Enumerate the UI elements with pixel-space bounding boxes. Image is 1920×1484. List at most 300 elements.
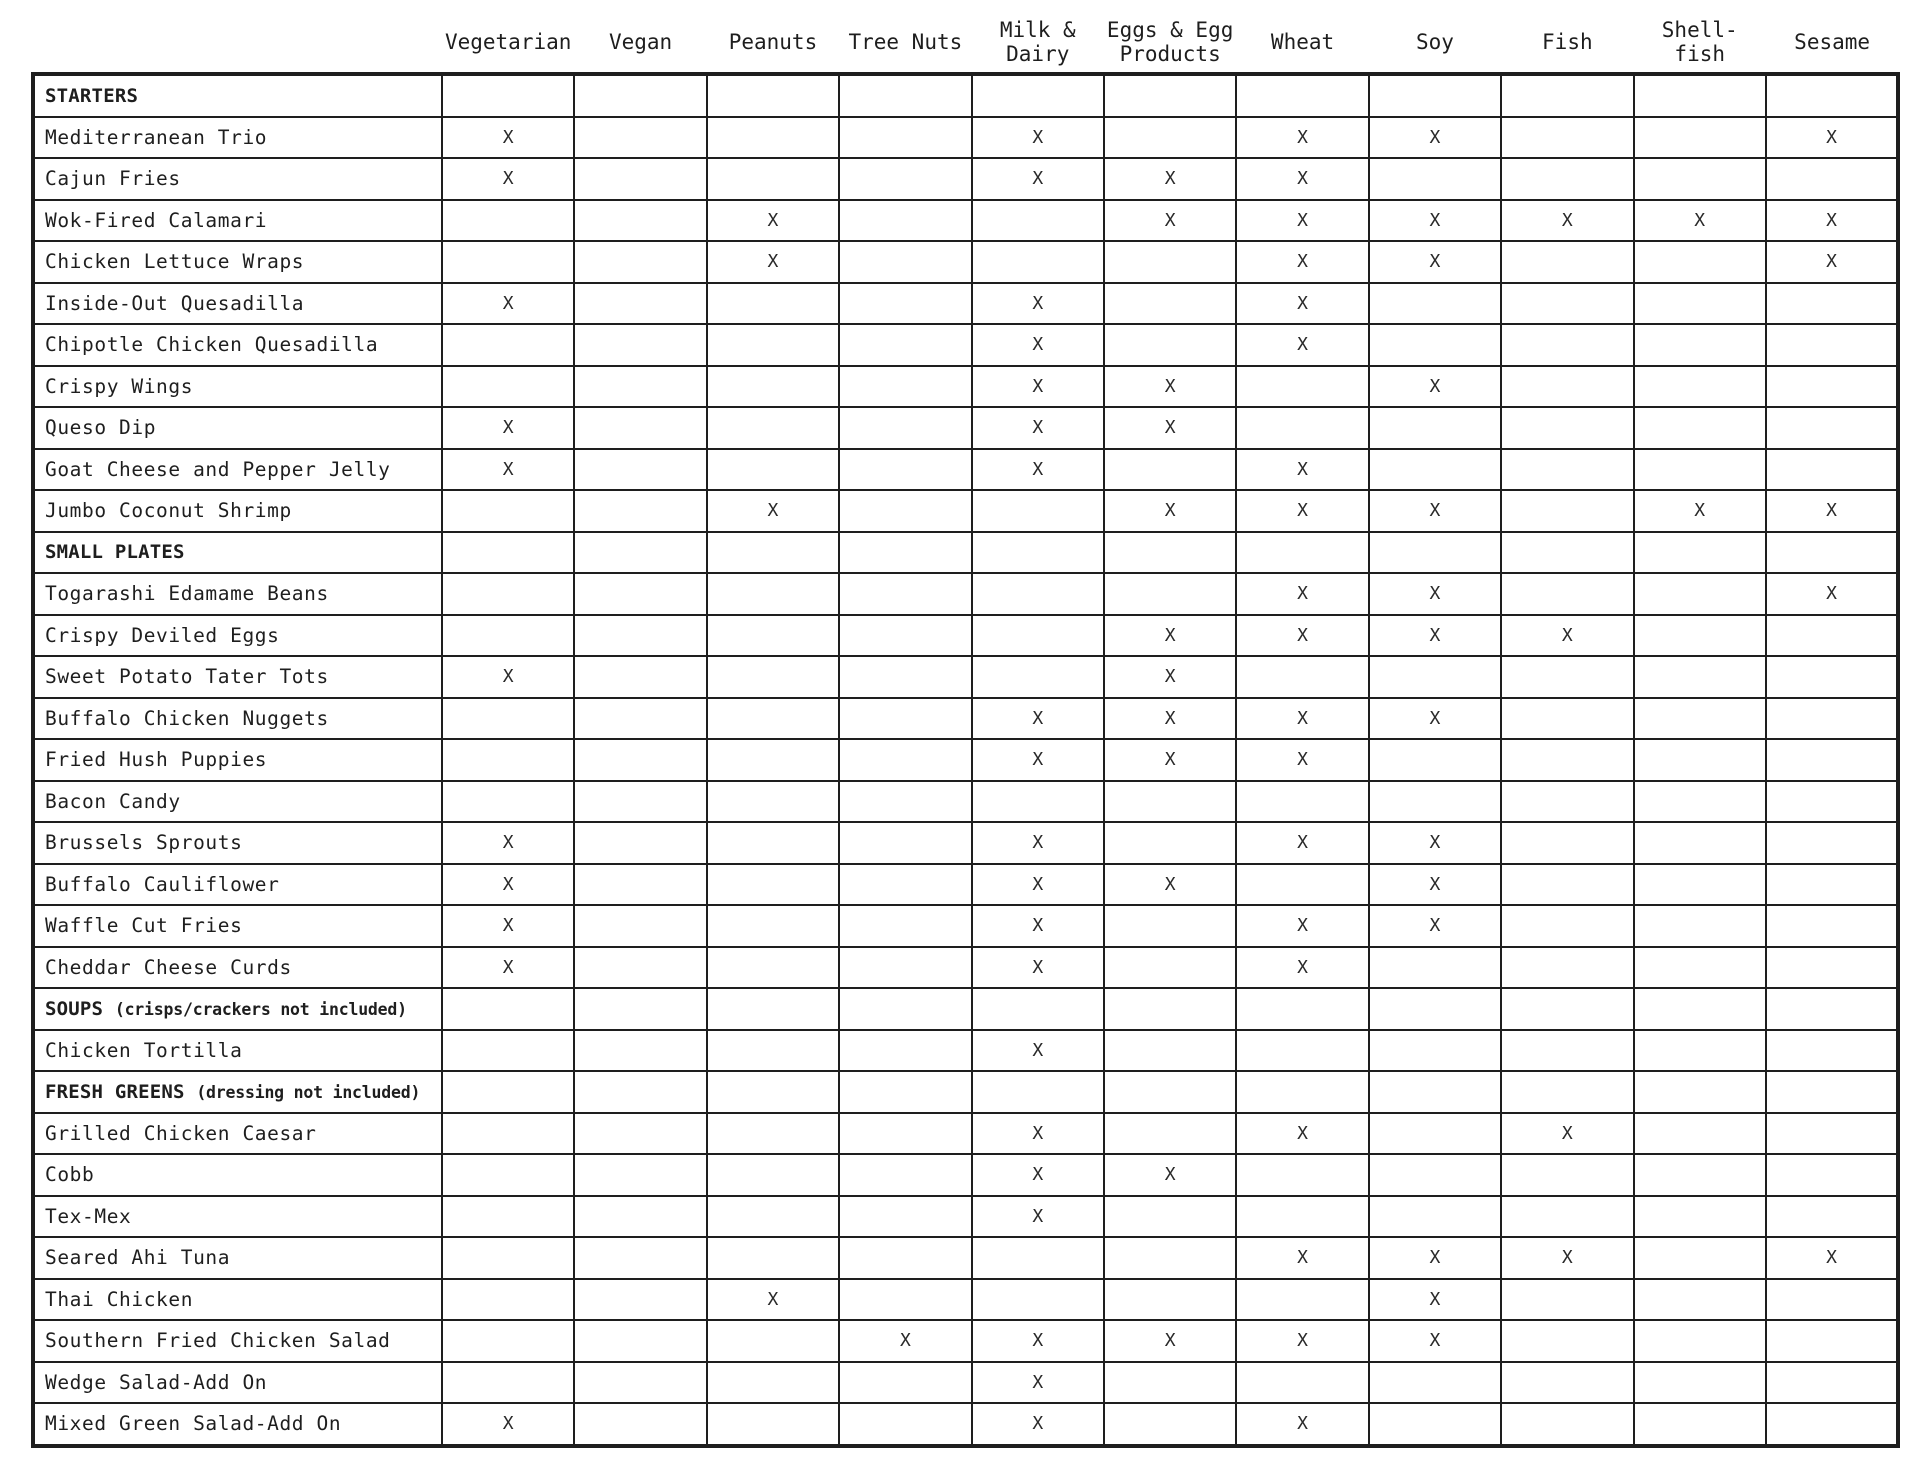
empty-cell [1634,1403,1766,1446]
allergen-mark-milk-and-dairy: X [972,366,1104,408]
empty-cell [972,241,1104,283]
table-row [33,241,1898,283]
empty-cell [574,1279,706,1321]
allergen-mark-milk-and-dairy: X [972,117,1104,159]
empty-cell [442,200,574,242]
empty-cell [839,1030,971,1072]
empty-cell [839,241,971,283]
table-row [33,366,1898,408]
empty-cell [707,366,839,408]
empty-cell [574,739,706,781]
empty-cell [1501,407,1633,449]
empty-cell [574,573,706,615]
section-empty-cell [707,74,839,117]
allergen-mark-fish: X [1501,615,1633,657]
empty-cell [707,158,839,200]
section-empty-cell [442,1071,574,1113]
section-heading [33,1071,442,1113]
empty-cell [1104,1362,1236,1404]
empty-cell [574,407,706,449]
empty-cell [1236,656,1368,698]
table-row [33,1279,1898,1321]
empty-cell [1236,864,1368,906]
menu-item-name: Togarashi Edamame Beans [33,573,442,615]
empty-cell [1501,324,1633,366]
section-title: FRESH GREENS [45,1080,185,1103]
empty-cell [1634,1030,1766,1072]
table-body [33,74,1898,1446]
allergen-mark-soy: X [1369,1320,1501,1362]
menu-item-name: Buffalo Cauliflower [33,864,442,906]
section-empty-cell [1766,532,1898,574]
empty-cell [972,1237,1104,1279]
allergen-mark-milk-and-dairy: X [972,1196,1104,1238]
allergen-mark-wheat: X [1236,822,1368,864]
section-empty-cell [1369,1071,1501,1113]
menu-item-name: Tex-Mex [33,1196,442,1238]
empty-cell [1634,822,1766,864]
empty-cell [1766,449,1898,491]
empty-cell [972,200,1104,242]
empty-cell [1104,573,1236,615]
section-empty-cell [1369,988,1501,1030]
menu-item-name: Waffle Cut Fries [33,905,442,947]
allergen-mark-vegetarian: X [442,864,574,906]
allergen-mark-wheat: X [1236,573,1368,615]
empty-cell [707,117,839,159]
empty-cell [1369,656,1501,698]
section-empty-cell [972,74,1104,117]
empty-cell [1766,324,1898,366]
menu-item-name: Brussels Sprouts [33,822,442,864]
empty-cell [1369,324,1501,366]
menu-item-name: Wok-Fired Calamari [33,200,442,242]
empty-cell [1501,1030,1633,1072]
section-empty-cell [1104,74,1236,117]
empty-cell [1104,947,1236,989]
empty-cell [1369,1030,1501,1072]
empty-cell [1501,864,1633,906]
empty-cell [574,283,706,325]
empty-cell [707,449,839,491]
allergen-mark-eggs-and-egg-products: X [1104,615,1236,657]
allergen-mark-wheat: X [1236,905,1368,947]
empty-cell [707,1154,839,1196]
empty-cell [1501,1196,1633,1238]
empty-cell [1369,1362,1501,1404]
section-empty-cell [839,1071,971,1113]
section-empty-cell [574,988,706,1030]
empty-cell [1501,1362,1633,1404]
empty-cell [972,615,1104,657]
empty-cell [707,1403,839,1446]
section-empty-cell [972,532,1104,574]
empty-cell [1634,573,1766,615]
empty-cell [442,1154,574,1196]
empty-cell [1369,407,1501,449]
empty-cell [442,1279,574,1321]
table-row [33,864,1898,906]
empty-cell [1501,158,1633,200]
empty-cell [1501,1320,1633,1362]
empty-cell [1104,1279,1236,1321]
empty-cell [707,1113,839,1155]
allergen-mark-soy: X [1369,117,1501,159]
empty-cell [707,1362,839,1404]
empty-cell [1104,905,1236,947]
empty-cell [707,615,839,657]
section-heading [33,988,442,1030]
empty-cell [442,1030,574,1072]
empty-cell [707,324,839,366]
empty-cell [574,1196,706,1238]
menu-item-name: Cajun Fries [33,158,442,200]
section-title: SOUPS [45,997,104,1020]
allergen-mark-wheat: X [1236,324,1368,366]
empty-cell [839,1279,971,1321]
allergen-mark-milk-and-dairy: X [972,1320,1104,1362]
column-header-tree-nuts: Tree Nuts [848,30,963,54]
allergen-table [31,12,1900,1448]
empty-cell [1634,739,1766,781]
allergen-mark-peanuts: X [707,490,839,532]
empty-cell [839,781,971,823]
allergen-mark-eggs-and-egg-products: X [1104,158,1236,200]
menu-item-name: Chicken Tortilla [33,1030,442,1072]
column-header-soy: Soy [1415,30,1454,54]
header-row [33,12,1898,74]
section-empty-cell [972,1071,1104,1113]
section-heading [33,74,442,117]
column-header-peanuts: Peanuts [728,30,818,54]
allergen-mark-eggs-and-egg-products: X [1104,200,1236,242]
empty-cell [1236,781,1368,823]
allergen-mark-wheat: X [1236,739,1368,781]
empty-cell [1501,490,1633,532]
empty-cell [707,1196,839,1238]
empty-cell [1634,864,1766,906]
section-empty-cell [707,1071,839,1113]
empty-cell [1634,781,1766,823]
empty-cell [1501,739,1633,781]
allergen-mark-vegetarian: X [442,1403,574,1446]
empty-cell [574,1362,706,1404]
table-row [33,324,1898,366]
allergen-mark-milk-and-dairy: X [972,1362,1104,1404]
empty-cell [1501,822,1633,864]
table-row [33,1237,1898,1279]
allergen-mark-soy: X [1369,822,1501,864]
empty-cell [839,158,971,200]
empty-cell [839,200,971,242]
empty-cell [1104,1196,1236,1238]
empty-cell [707,1237,839,1279]
allergen-mark-eggs-and-egg-products: X [1104,1320,1236,1362]
allergen-mark-soy: X [1369,615,1501,657]
table-row [33,822,1898,864]
section-title: SMALL PLATES [45,541,185,564]
empty-cell [839,947,971,989]
empty-cell [1766,698,1898,740]
empty-cell [1236,1362,1368,1404]
allergen-mark-shell-fish: X [1634,490,1766,532]
empty-cell [1634,1154,1766,1196]
section-empty-cell [1634,988,1766,1030]
section-empty-cell [574,532,706,574]
table-row [33,117,1898,159]
empty-cell [1501,1154,1633,1196]
table-row [33,1030,1898,1072]
empty-cell [574,241,706,283]
allergen-mark-wheat: X [1236,158,1368,200]
empty-cell [1104,241,1236,283]
menu-item-name: Crispy Wings [33,366,442,408]
empty-cell [574,615,706,657]
menu-item-name: Mixed Green Salad-Add On [33,1403,442,1446]
empty-cell [707,698,839,740]
allergen-mark-vegetarian: X [442,449,574,491]
column-header-eggs-and-egg-products: Eggs & Egg Products [1106,18,1234,66]
empty-cell [1766,366,1898,408]
menu-item-name: Bacon Candy [33,781,442,823]
empty-cell [1236,407,1368,449]
menu-item-name: Southern Fried Chicken Salad [33,1320,442,1362]
empty-cell [707,573,839,615]
allergen-mark-eggs-and-egg-products: X [1104,366,1236,408]
section-empty-cell [972,988,1104,1030]
section-empty-cell [1104,988,1236,1030]
empty-cell [1766,615,1898,657]
empty-cell [1501,947,1633,989]
empty-cell [1634,283,1766,325]
empty-cell [972,1279,1104,1321]
section-empty-cell [1634,532,1766,574]
empty-cell [1766,905,1898,947]
menu-item-name: Fried Hush Puppies [33,739,442,781]
empty-cell [574,1403,706,1446]
column-header-shell-fish: Shell- fish [1661,18,1738,66]
empty-cell [1104,1113,1236,1155]
empty-cell [1104,1237,1236,1279]
table-row [33,200,1898,242]
empty-cell [442,1196,574,1238]
allergen-mark-fish: X [1501,200,1633,242]
empty-cell [839,324,971,366]
section-empty-cell [1501,532,1633,574]
allergen-mark-soy: X [1369,1279,1501,1321]
allergen-mark-milk-and-dairy: X [972,864,1104,906]
allergen-mark-sesame: X [1766,241,1898,283]
empty-cell [442,1362,574,1404]
menu-item-name: Seared Ahi Tuna [33,1237,442,1279]
empty-cell [574,200,706,242]
empty-cell [574,1237,706,1279]
column-header-fish: Fish [1542,30,1593,54]
empty-cell [1501,656,1633,698]
allergen-mark-vegetarian: X [442,822,574,864]
allergen-mark-fish: X [1501,1237,1633,1279]
empty-cell [442,1237,574,1279]
allergen-mark-milk-and-dairy: X [972,739,1104,781]
empty-cell [1634,1196,1766,1238]
empty-cell [1104,449,1236,491]
empty-cell [574,947,706,989]
empty-cell [839,864,971,906]
allergen-mark-eggs-and-egg-products: X [1104,698,1236,740]
allergen-mark-vegetarian: X [442,117,574,159]
section-empty-cell [1236,1071,1368,1113]
allergen-mark-wheat: X [1236,200,1368,242]
allergen-mark-peanuts: X [707,1279,839,1321]
menu-item-name: Cobb [33,1154,442,1196]
section-title: STARTERS [45,84,139,107]
allergen-mark-milk-and-dairy: X [972,449,1104,491]
column-header-sesame: Sesame [1794,30,1871,54]
empty-cell [1369,449,1501,491]
empty-cell [1369,1113,1501,1155]
empty-cell [1634,1320,1766,1362]
section-row [33,1071,1898,1113]
empty-cell [1501,283,1633,325]
section-empty-cell [839,988,971,1030]
empty-cell [1766,1279,1898,1321]
empty-cell [574,449,706,491]
section-row [33,532,1898,574]
allergen-mark-sesame: X [1766,200,1898,242]
empty-cell [574,781,706,823]
menu-item-name: Inside-Out Quesadilla [33,283,442,325]
allergen-mark-wheat: X [1236,698,1368,740]
empty-cell [1634,698,1766,740]
section-empty-cell [1501,74,1633,117]
empty-cell [574,1113,706,1155]
allergen-mark-vegetarian: X [442,905,574,947]
table-row [33,407,1898,449]
allergen-mark-milk-and-dairy: X [972,1030,1104,1072]
section-empty-cell [1236,74,1368,117]
empty-cell [442,1113,574,1155]
empty-cell [1104,1403,1236,1446]
empty-cell [839,1154,971,1196]
menu-item-name: Chicken Lettuce Wraps [33,241,442,283]
table-row [33,1362,1898,1404]
allergen-mark-wheat: X [1236,1113,1368,1155]
table-row [33,1113,1898,1155]
allergen-mark-soy: X [1369,864,1501,906]
empty-cell [1104,283,1236,325]
empty-cell [442,490,574,532]
column-header-milk-and-dairy: Milk & Dairy [999,18,1076,66]
menu-item-name: Cheddar Cheese Curds [33,947,442,989]
empty-cell [1634,947,1766,989]
allergen-mark-eggs-and-egg-products: X [1104,864,1236,906]
empty-cell [442,324,574,366]
column-header-vegan: Vegan [608,30,673,54]
empty-cell [1104,1030,1236,1072]
empty-cell [442,615,574,657]
empty-cell [1501,573,1633,615]
table-row [33,573,1898,615]
empty-cell [1369,1154,1501,1196]
empty-cell [1766,407,1898,449]
empty-cell [1766,1113,1898,1155]
empty-cell [839,1403,971,1446]
allergen-mark-soy: X [1369,200,1501,242]
table-row [33,656,1898,698]
allergen-mark-milk-and-dairy: X [972,324,1104,366]
menu-item-name: Thai Chicken [33,1279,442,1321]
section-empty-cell [1369,532,1501,574]
empty-cell [1501,366,1633,408]
allergen-mark-shell-fish: X [1634,200,1766,242]
allergen-mark-peanuts: X [707,241,839,283]
menu-item-name: Jumbo Coconut Shrimp [33,490,442,532]
menu-item-name: Crispy Deviled Eggs [33,615,442,657]
empty-cell [1369,739,1501,781]
section-empty-cell [1766,1071,1898,1113]
empty-cell [972,781,1104,823]
allergen-mark-soy: X [1369,241,1501,283]
menu-item-name: Mediterranean Trio [33,117,442,159]
allergen-mark-soy: X [1369,573,1501,615]
menu-item-name: Chipotle Chicken Quesadilla [33,324,442,366]
empty-cell [839,905,971,947]
allergen-mark-tree-nuts: X [839,1320,971,1362]
empty-cell [1634,117,1766,159]
empty-cell [1766,158,1898,200]
empty-cell [574,324,706,366]
allergen-mark-sesame: X [1766,490,1898,532]
empty-cell [574,656,706,698]
allergen-mark-soy: X [1369,1237,1501,1279]
table-row [33,947,1898,989]
allergen-mark-eggs-and-egg-products: X [1104,490,1236,532]
allergen-mark-vegetarian: X [442,158,574,200]
empty-cell [1634,1362,1766,1404]
empty-cell [1766,1154,1898,1196]
empty-cell [1236,1196,1368,1238]
empty-cell [707,781,839,823]
allergen-mark-milk-and-dairy: X [972,1154,1104,1196]
empty-cell [1104,117,1236,159]
empty-cell [707,656,839,698]
empty-cell [1501,117,1633,159]
section-empty-cell [1766,988,1898,1030]
empty-cell [1104,822,1236,864]
section-empty-cell [707,532,839,574]
empty-cell [839,1237,971,1279]
allergen-mark-fish: X [1501,1113,1633,1155]
empty-cell [442,698,574,740]
empty-cell [1634,1237,1766,1279]
empty-cell [839,490,971,532]
empty-cell [1369,781,1501,823]
empty-cell [839,366,971,408]
empty-cell [972,490,1104,532]
section-empty-cell [442,988,574,1030]
empty-cell [1766,656,1898,698]
empty-cell [1104,781,1236,823]
allergen-mark-wheat: X [1236,1237,1368,1279]
empty-cell [574,1320,706,1362]
allergen-mark-vegetarian: X [442,283,574,325]
section-empty-cell [1501,1071,1633,1113]
empty-cell [707,1320,839,1362]
section-empty-cell [1766,74,1898,117]
empty-cell [1501,698,1633,740]
empty-cell [442,781,574,823]
empty-cell [1634,449,1766,491]
